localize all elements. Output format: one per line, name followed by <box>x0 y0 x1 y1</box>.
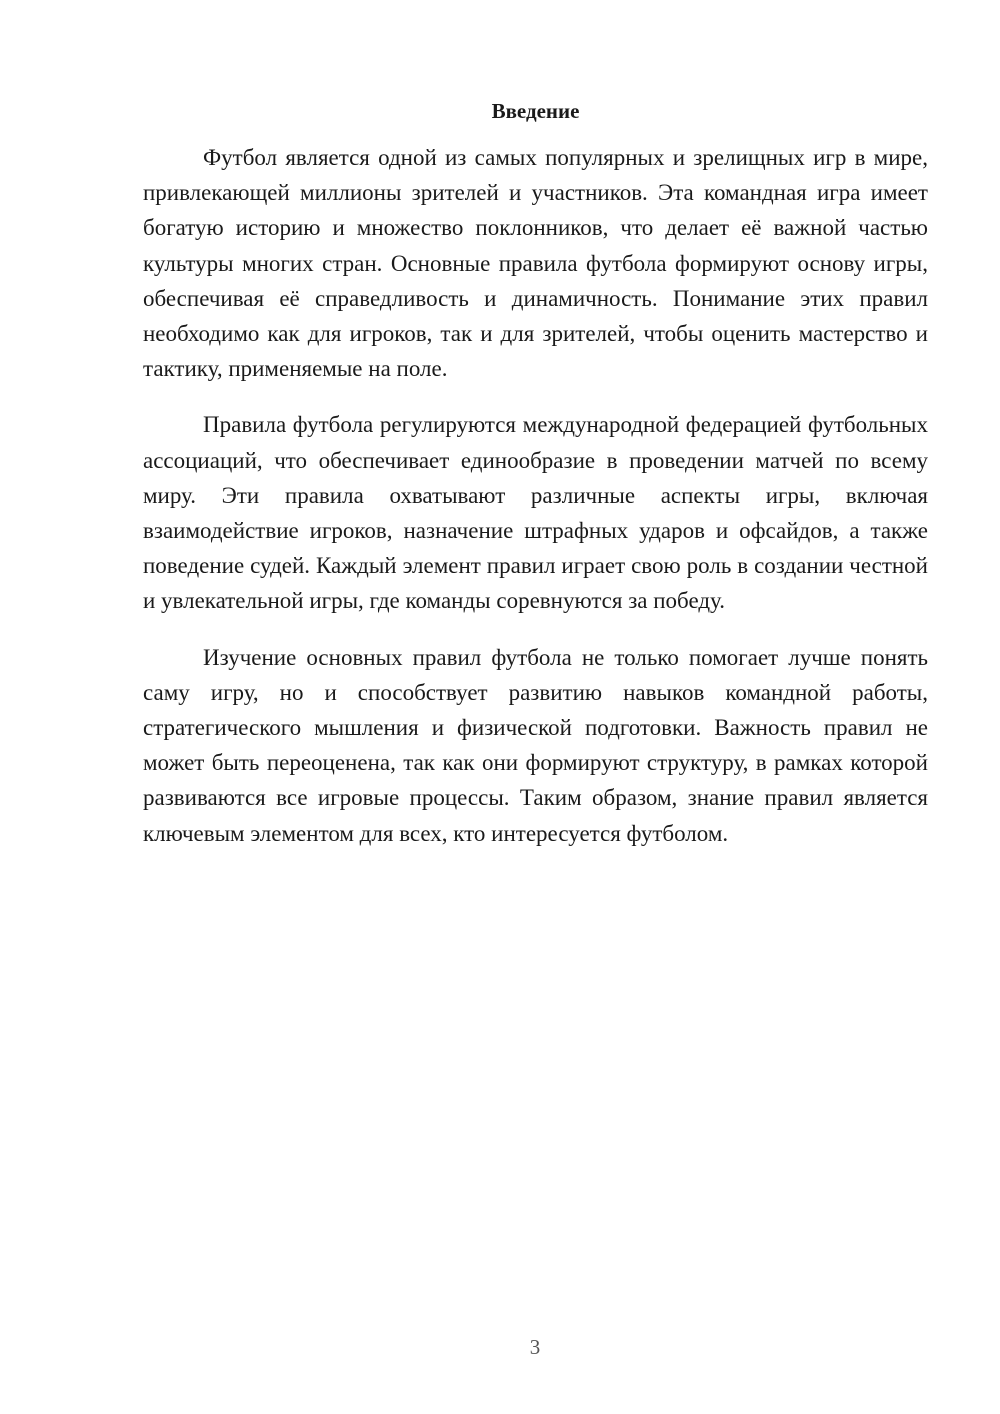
paragraph-2: Правила футбола регулируются международной федерацией футбольных ассоциаций, что обеспечивает единообразие в проведении матчей по всему миру. Эти правила охватывают различные аспекты игры, включая взаимодействие игроков, назначение штрафных ударов и офсайдов, а также поведение судей. Каждый элемент правил играет свою роль в создании честной и увлекательной игры, где команды соревнуются за победу. <box>143 412 928 614</box>
section-heading: Введение <box>491 99 580 123</box>
paragraph-3: Изучение основных правил футбола не только помогает лучше понять саму игру, но и способствует развитию навыков командной работы, стратегического мышления и физической подготовки. Важность правил не может быть переоценена, так как они формируют структуру, в рамках которой развиваются все игровые процессы. Таким образом, знание правил является ключевым элементом для всех, кто интересуется футболом. <box>143 644 928 846</box>
page-content <box>143 96 928 872</box>
page-number: 3 <box>529 1335 541 1359</box>
paragraph-1: Футбол является одной из самых популярных и зрелищных игр в мире, привлекающей миллионы зрителей и участников. Эта командная игра имеет богатую историю и множество поклонников, что делает её важной частью культуры многих стран. Основные правила футбола формируют основу игры, обеспечивая её справедливость и динамичность. Понимание этих правил необходимо как для игроков, так и для зрителей, чтобы оценить мастерство и тактику, применяемые на поле. <box>143 145 928 382</box>
